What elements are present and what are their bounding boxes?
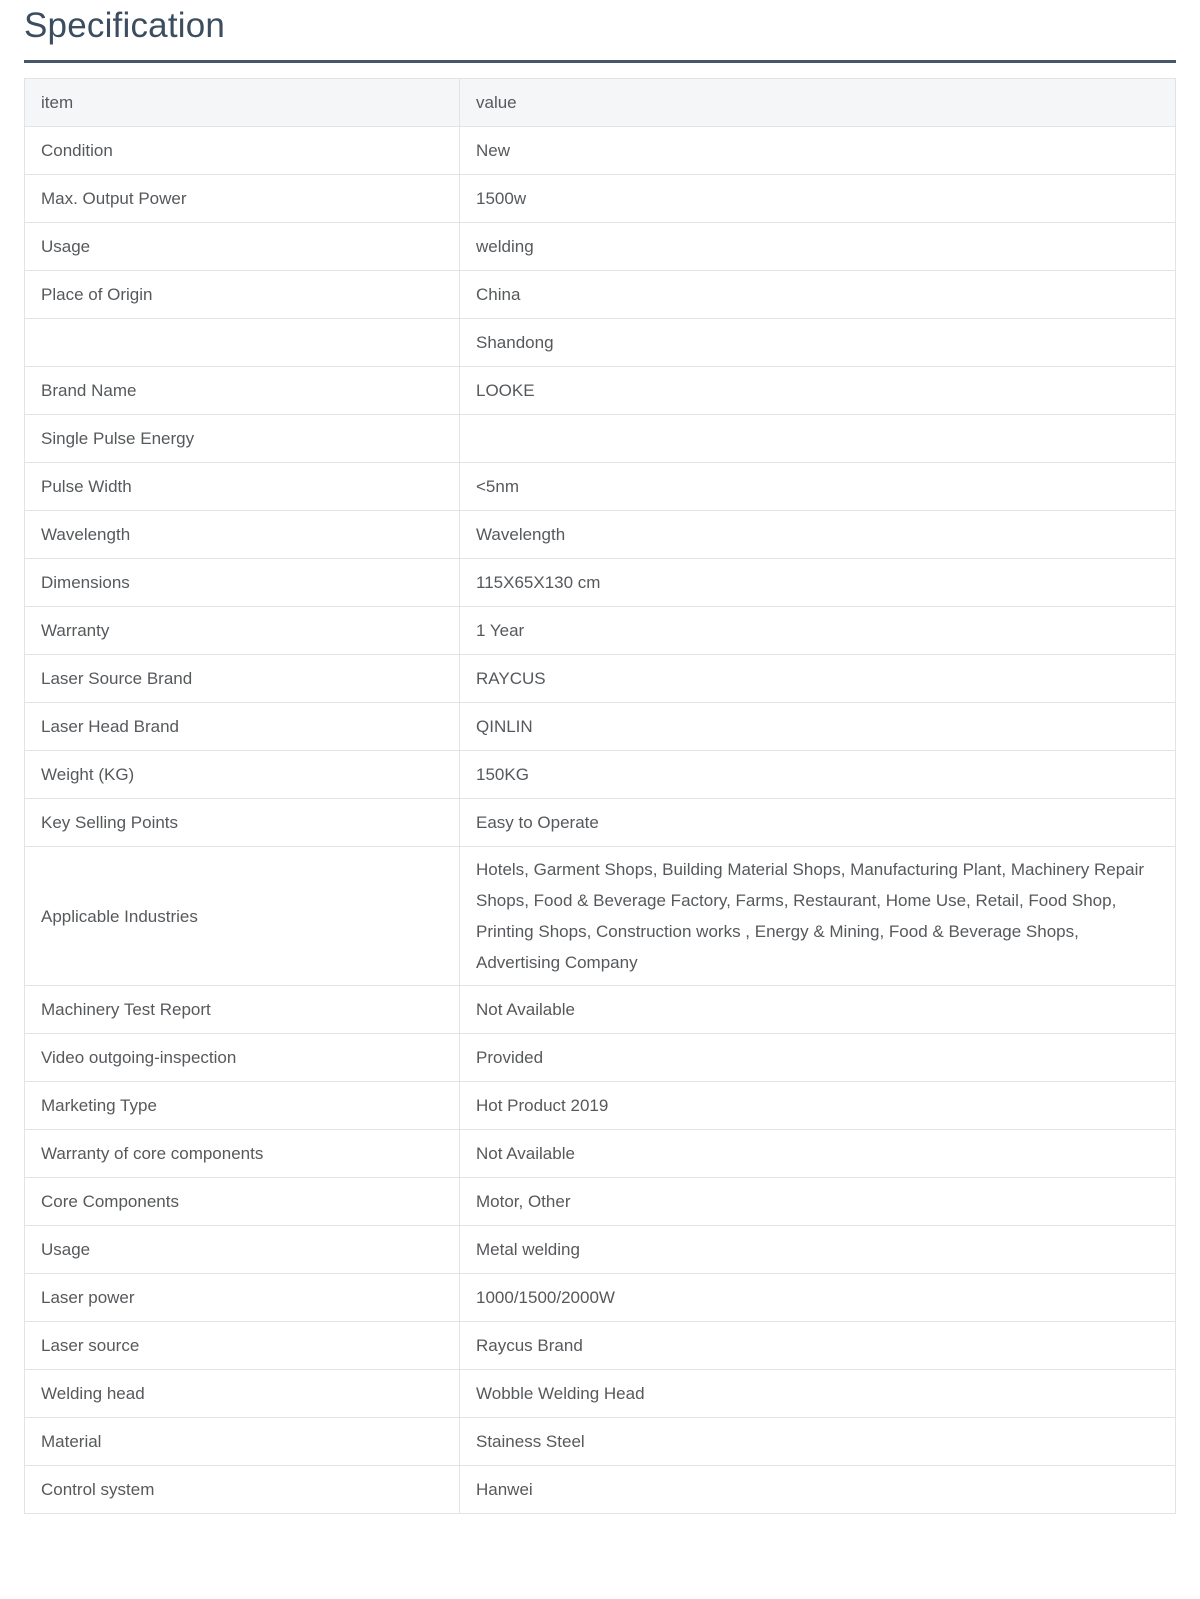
spec-value-cell: Wavelength bbox=[460, 511, 1176, 559]
spec-value-cell: 150KG bbox=[460, 751, 1176, 799]
table-row bbox=[25, 1370, 1176, 1418]
spec-value-cell: Not Available bbox=[460, 986, 1176, 1034]
table-body bbox=[25, 127, 1176, 1514]
column-header-value: value bbox=[460, 79, 1176, 127]
spec-item-cell: Wavelength bbox=[25, 511, 460, 559]
spec-value-cell: QINLIN bbox=[460, 703, 1176, 751]
spec-item-cell: Place of Origin bbox=[25, 271, 460, 319]
spec-item-cell: Usage bbox=[25, 1226, 460, 1274]
spec-item-cell: Laser Source Brand bbox=[25, 655, 460, 703]
page-title: Specification bbox=[24, 6, 226, 45]
table-row bbox=[25, 1034, 1176, 1082]
spec-value-cell: 1 Year bbox=[460, 607, 1176, 655]
spec-item-cell: Pulse Width bbox=[25, 463, 460, 511]
spec-value-cell bbox=[460, 415, 1176, 463]
table-row bbox=[25, 175, 1176, 223]
column-header-item: item bbox=[25, 79, 460, 127]
spec-item-cell: Material bbox=[25, 1418, 460, 1466]
table-row bbox=[25, 319, 1176, 367]
spec-value-cell: Metal welding bbox=[460, 1226, 1176, 1274]
spec-value-cell: Not Available bbox=[460, 1130, 1176, 1178]
spec-item-cell: Laser source bbox=[25, 1322, 460, 1370]
spec-value-cell: 1000/1500/2000W bbox=[460, 1274, 1176, 1322]
spec-value-cell: RAYCUS bbox=[460, 655, 1176, 703]
spec-item-cell: Applicable Industries bbox=[25, 847, 460, 986]
spec-item-cell: Laser Head Brand bbox=[25, 703, 460, 751]
spec-item-cell: Key Selling Points bbox=[25, 799, 460, 847]
spec-item-cell: Video outgoing-inspection bbox=[25, 1034, 460, 1082]
table-row bbox=[25, 1178, 1176, 1226]
spec-item-cell: Usage bbox=[25, 223, 460, 271]
table-row bbox=[25, 511, 1176, 559]
spec-item-cell: Machinery Test Report bbox=[25, 986, 460, 1034]
table-row bbox=[25, 751, 1176, 799]
table-row bbox=[25, 847, 1176, 986]
spec-item-cell: Core Components bbox=[25, 1178, 460, 1226]
table-row bbox=[25, 271, 1176, 319]
spec-value-cell: 115X65X130 cm bbox=[460, 559, 1176, 607]
table-row bbox=[25, 1226, 1176, 1274]
table-row bbox=[25, 367, 1176, 415]
table-row bbox=[25, 415, 1176, 463]
table-row bbox=[25, 607, 1176, 655]
title-underline bbox=[24, 60, 1176, 63]
spec-item-cell: Brand Name bbox=[25, 367, 460, 415]
table-row bbox=[25, 799, 1176, 847]
table-header-row bbox=[25, 79, 1176, 127]
specification-table bbox=[24, 78, 1176, 1514]
table-row bbox=[25, 1466, 1176, 1514]
spec-value-cell: Hotels, Garment Shops, Building Material Shops, Manufacturing Plant, Machinery Repair Shops, Food & Beverage Factory, Farms, Restaurant, Home Use, Retail, Food Shop, Printing Shops, Construction works , Energy & Mining, Food & Beverage Shops, Advertising Company bbox=[460, 847, 1176, 986]
table-row bbox=[25, 463, 1176, 511]
spec-value-cell: Easy to Operate bbox=[460, 799, 1176, 847]
table-row bbox=[25, 1322, 1176, 1370]
table-row bbox=[25, 703, 1176, 751]
table-row bbox=[25, 1418, 1176, 1466]
spec-item-cell: Single Pulse Energy bbox=[25, 415, 460, 463]
spec-value-cell: Motor, Other bbox=[460, 1178, 1176, 1226]
spec-item-cell: Welding head bbox=[25, 1370, 460, 1418]
table-row bbox=[25, 127, 1176, 175]
table-row bbox=[25, 986, 1176, 1034]
table-row bbox=[25, 223, 1176, 271]
spec-value-cell: Provided bbox=[460, 1034, 1176, 1082]
spec-value-cell: Shandong bbox=[460, 319, 1176, 367]
spec-value-cell: Hanwei bbox=[460, 1466, 1176, 1514]
spec-item-cell: Control system bbox=[25, 1466, 460, 1514]
spec-item-cell: Warranty of core components bbox=[25, 1130, 460, 1178]
spec-item-cell bbox=[25, 319, 460, 367]
spec-value-cell: China bbox=[460, 271, 1176, 319]
table-row bbox=[25, 1274, 1176, 1322]
spec-item-cell: Warranty bbox=[25, 607, 460, 655]
spec-value-cell: New bbox=[460, 127, 1176, 175]
spec-value-cell: LOOKE bbox=[460, 367, 1176, 415]
spec-value-cell: Hot Product 2019 bbox=[460, 1082, 1176, 1130]
table-row bbox=[25, 1130, 1176, 1178]
spec-item-cell: Condition bbox=[25, 127, 460, 175]
spec-item-cell: Laser power bbox=[25, 1274, 460, 1322]
spec-value-cell: welding bbox=[460, 223, 1176, 271]
spec-item-cell: Marketing Type bbox=[25, 1082, 460, 1130]
table-row bbox=[25, 1082, 1176, 1130]
table-row bbox=[25, 655, 1176, 703]
spec-value-cell: 1500w bbox=[460, 175, 1176, 223]
spec-item-cell: Dimensions bbox=[25, 559, 460, 607]
table-row bbox=[25, 559, 1176, 607]
spec-value-cell: Wobble Welding Head bbox=[460, 1370, 1176, 1418]
spec-value-cell: Raycus Brand bbox=[460, 1322, 1176, 1370]
spec-value-cell: Stainess Steel bbox=[460, 1418, 1176, 1466]
spec-item-cell: Weight (KG) bbox=[25, 751, 460, 799]
spec-item-cell: Max. Output Power bbox=[25, 175, 460, 223]
spec-value-cell: <5nm bbox=[460, 463, 1176, 511]
